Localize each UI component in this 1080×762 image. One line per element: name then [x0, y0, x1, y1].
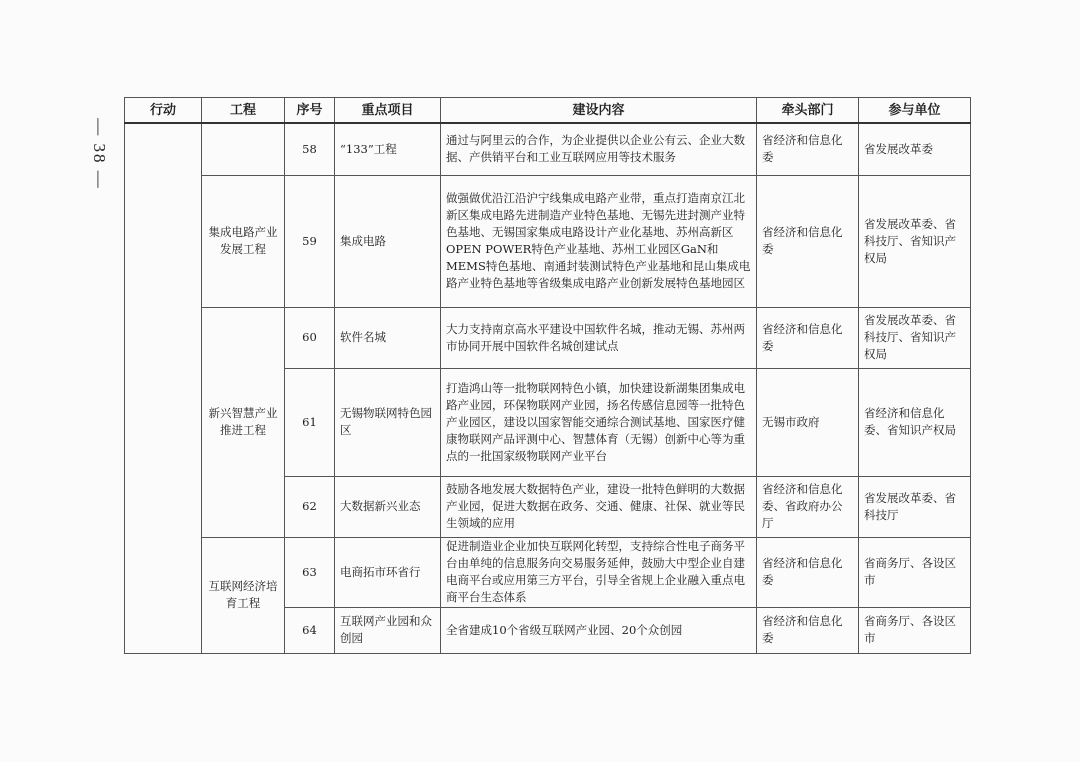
lead-cell: 省经济和信息化委 [757, 307, 859, 368]
partner-cell: 省发展改革委 [859, 123, 971, 175]
project-cell: 无锡物联网特色园区 [335, 368, 441, 476]
partner-cell: 省商务厅、各设区市 [859, 537, 971, 607]
table-row [125, 123, 971, 175]
content-cell: 全省建成10个省级互联网产业园、20个众创园 [441, 607, 757, 653]
project-cell: 互联网产业园和众创园 [335, 607, 441, 653]
partner-cell: 省发展改革委、省科技厅、省知识产权局 [859, 175, 971, 307]
table-row [125, 175, 971, 307]
seq-cell: 59 [285, 175, 335, 307]
content-cell: 促进制造业企业加快互联网化转型，支持综合性电子商务平台由单纯的信息服务向交易服务延伸，鼓励大中型企业自建电商平台或应用第三方平台，引导全省规上企业融入重点电商平台生态体系 [441, 537, 757, 607]
partner-cell: 省发展改革委、省科技厅 [859, 476, 971, 537]
key-projects-table [124, 97, 971, 654]
header-project: 重点项目 [335, 98, 441, 124]
partner-cell: 省经济和信息化委、省知识产权局 [859, 368, 971, 476]
content-cell: 打造鸿山等一批物联网特色小镇，加快建设新湖集团集成电路产业园，环保物联网产业园，扬名传感信息园等一批特色产业园区，建设以国家智能交通综合测试基地、国家医疗健康物联网产品评测中心、智慧体育（无锡）创新中心等为重点的一批国家级物联网产业平台 [441, 368, 757, 476]
lead-cell: 省经济和信息化委 [757, 123, 859, 175]
category-cell: 新兴智慧产业推进工程 [202, 307, 285, 537]
content-cell: 通过与阿里云的合作，为企业提供以企业公有云、企业大数据、产供销平台和工业互联网应用等技术服务 [441, 123, 757, 175]
table-header-row [125, 98, 971, 124]
header-partner: 参与单位 [859, 98, 971, 124]
table-row [125, 307, 971, 368]
header-lead: 牵头部门 [757, 98, 859, 124]
seq-cell: 63 [285, 537, 335, 607]
category-cell: 互联网经济培育工程 [202, 537, 285, 653]
content-cell: 大力支持南京高水平建设中国软件名城，推动无锡、苏州两市协同开展中国软件名城创建试点 [441, 307, 757, 368]
header-action: 行动 [125, 98, 202, 124]
header-content: 建设内容 [441, 98, 757, 124]
project-cell: 集成电路 [335, 175, 441, 307]
action-cell [125, 123, 202, 653]
table-row [125, 537, 971, 607]
category-cell: 集成电路产业发展工程 [202, 175, 285, 307]
project-cell: 大数据新兴业态 [335, 476, 441, 537]
seq-cell: 62 [285, 476, 335, 537]
project-cell: 软件名城 [335, 307, 441, 368]
project-cell: 电商拓市环省行 [335, 537, 441, 607]
project-cell: “133”工程 [335, 123, 441, 175]
lead-cell: 省经济和信息化委 [757, 537, 859, 607]
partner-cell: 省商务厅、各设区市 [859, 607, 971, 653]
header-category: 工程 [202, 98, 285, 124]
lead-cell: 省经济和信息化委 [757, 607, 859, 653]
seq-cell: 60 [285, 307, 335, 368]
category-cell [202, 123, 285, 175]
partner-cell: 省发展改革委、省科技厅、省知识产权局 [859, 307, 971, 368]
content-cell: 鼓励各地发展大数据特色产业，建设一批特色鲜明的大数据产业园，促进大数据在政务、交通、健康、社保、就业等民生领域的应用 [441, 476, 757, 537]
content-cell: 做强做优沿江沿沪宁线集成电路产业带，重点打造南京江北新区集成电路先进制造产业特色基地、无锡先进封测产业特色基地、无锡国家集成电路设计产业化基地、苏州高新区OPEN POWER特色产业基地、苏州工业园区GaN和MEMS特色基地、南通封装测试特色产业基地和昆山集成电路产业特色基地等省级集成电路产业创新发展特色基地园区 [441, 175, 757, 307]
seq-cell: 58 [285, 123, 335, 175]
page-number-text: — 38 — [90, 118, 109, 190]
lead-cell: 省经济和信息化委 [757, 175, 859, 307]
lead-cell: 省经济和信息化委、省政府办公厅 [757, 476, 859, 537]
seq-cell: 61 [285, 368, 335, 476]
lead-cell: 无锡市政府 [757, 368, 859, 476]
page-number [86, 108, 112, 200]
header-seq: 序号 [285, 98, 335, 124]
seq-cell: 64 [285, 607, 335, 653]
